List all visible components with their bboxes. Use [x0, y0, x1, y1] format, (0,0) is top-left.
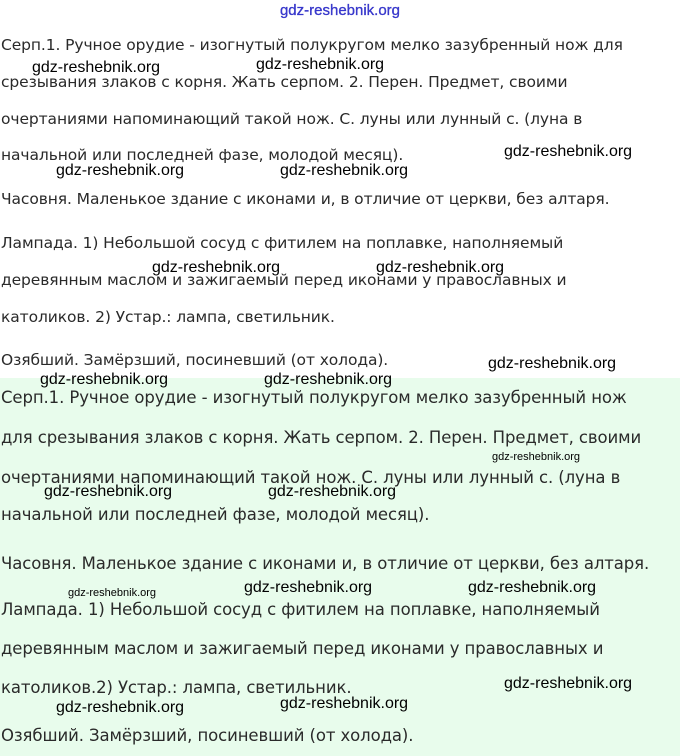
watermark: gdz-reshebnik.org [44, 483, 173, 500]
text-line: Серп.1. Ручное орудие - изогнутый полукругом мелко зазубренный нож [1, 388, 627, 407]
text-line: для срезывания злаков с корня. Жать серпом. 2. Перен. Предмет, своими [1, 428, 642, 447]
site-logo-text: gdz-reshebnik.org [279, 2, 401, 19]
watermark: gdz-reshebnik.org [268, 483, 397, 500]
watermark: gdz-reshebnik.org [504, 143, 633, 160]
text-line: начальной или последней фазе, молодой месяц). [1, 146, 404, 164]
text-line: Озябший. Замёрзший, посиневший (от холода). [1, 726, 414, 745]
watermark: gdz-reshebnik.org [280, 695, 409, 712]
watermark: gdz-reshebnik.org [468, 579, 597, 596]
text-line: католиков.2) Устар.: лампа, светильник. [1, 678, 352, 697]
watermark: gdz-reshebnik.org [32, 59, 161, 76]
watermark: gdz-reshebnik.org [256, 56, 385, 73]
watermark: gdz-reshebnik.org [56, 162, 185, 179]
text-line: католиков. 2) Устар.: лампа, светильник. [1, 308, 335, 326]
watermark: gdz-reshebnik.org [280, 162, 409, 179]
text-line: Лампада. 1) Небольшой сосуд с фитилем на поплавке, наполняемый [1, 600, 600, 619]
text-line: очертаниями напоминающий такой нож. С. луны или лунный с. (луна в [1, 110, 583, 128]
watermark: gdz-reshebnik.org [376, 259, 505, 276]
watermark: gdz-reshebnik.org [152, 259, 281, 276]
answer-block-top [0, 28, 680, 378]
watermark: gdz-reshebnik.org [56, 699, 185, 716]
watermark: gdz-reshebnik.org [68, 587, 157, 599]
text-line: деревянным маслом и зажигаемый перед иконами у православных и [1, 639, 604, 658]
watermark: gdz-reshebnik.org [244, 579, 373, 596]
text-line: Часовня. Маленькое здание с иконами и, в отличие от церкви, без алтаря. [1, 554, 650, 573]
text-line: деревянным маслом и зажигаемый перед иконами у православных и [1, 271, 567, 289]
text-line: Серп.1. Ручное орудие - изогнутый полукругом мелко зазубренный нож для [1, 36, 623, 54]
watermark: gdz-reshebnik.org [264, 371, 393, 388]
text-line: Часовня. Маленькое здание с иконами и, в отличие от церкви, без алтаря. [1, 190, 610, 208]
watermark: gdz-reshebnik.org [504, 675, 633, 692]
text-line: очертаниями напоминающий такой нож. С. луны или лунный с. (луна в [1, 468, 621, 487]
watermark: gdz-reshebnik.org [40, 371, 169, 388]
watermark: gdz-reshebnik.org [488, 355, 617, 372]
text-line: Лампада. 1) Небольшой сосуд с фитилем на поплавке, наполняемый [1, 234, 564, 252]
watermark: gdz-reshebnik.org [492, 451, 581, 463]
text-line: срезывания злаков с корня. Жать серпом. 2. Перен. Предмет, своими [1, 73, 568, 91]
text-line: Озябший. Замёрзший, посиневший (от холода). [1, 351, 389, 369]
text-line: начальной или последней фазе, молодой месяц). [1, 505, 430, 524]
